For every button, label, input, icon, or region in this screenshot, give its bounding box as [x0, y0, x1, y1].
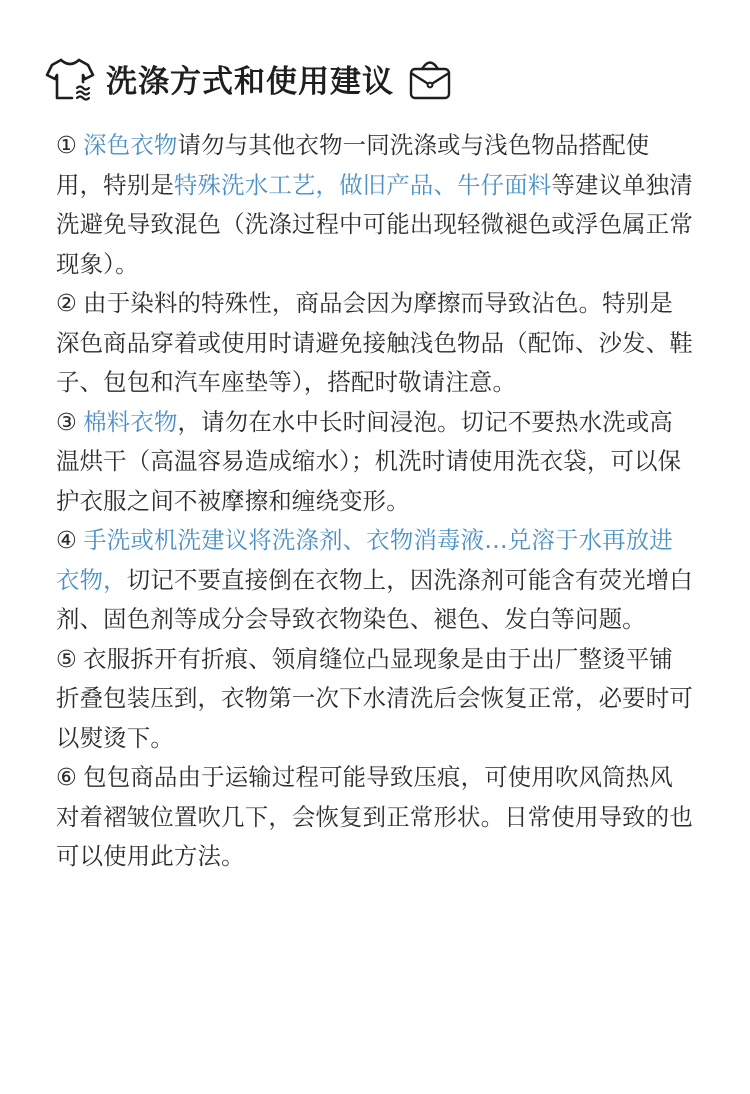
item-number: ②	[56, 289, 78, 317]
item-text: ，请勿在水中长时间浸泡。切记不要热水洗或高温烘干（高温容易造成缩水）；机洗时请使用洗衣袋，可以保护衣服之间不被摩擦和缠绕变形。	[56, 407, 682, 515]
instruction-item-5	[56, 640, 696, 759]
care-instructions	[56, 126, 696, 877]
page-title: 洗涤方式和使用建议	[106, 63, 394, 100]
tshirt-wash-icon	[44, 52, 96, 104]
highlight-text: 手洗或机洗建议将洗涤剂、衣物消毒液…兑溶于水再放进衣物，	[56, 526, 673, 594]
item-text: 切记不要直接倒在衣物上，因洗涤剂可能含有荧光增白剂、固色剂等成分会导致衣物染色、褪色、发白等问题。	[56, 565, 693, 633]
item-text: 请勿与其他衣物一同洗涤或与浅色物品搭配使用，特别是	[56, 131, 650, 199]
item-number: ④	[56, 526, 78, 554]
item-number: ①	[56, 131, 78, 159]
item-text: 衣服拆开有折痕、领肩缝位凸显现象是由于出厂整烫平铺折叠包装压到，衣物第一次下水清洗后会恢复正常，必要时可以熨烫下。	[56, 644, 693, 752]
item-number: ⑥	[56, 763, 78, 791]
item-text: 包包商品由于运输过程可能导致压痕，可使用吹风筒热风对着褶皱位置吹几下，会恢复到正常形状。日常使用导致的也可以使用此方法。	[56, 763, 693, 870]
instruction-item-2	[56, 284, 696, 403]
highlight-text: 特殊洗水工艺，做旧产品、牛仔面料	[173, 170, 552, 199]
instruction-item-6	[56, 758, 696, 877]
instruction-item-1	[56, 126, 696, 284]
item-number: ③	[56, 407, 78, 436]
highlight-text: 深色衣物	[83, 131, 178, 159]
instruction-item-3	[56, 403, 696, 522]
page-header	[44, 52, 452, 104]
instruction-item-4	[56, 521, 696, 640]
item-text: 等建议单独清洗避免导致混色（洗涤过程中可能出现轻微褪色或浮色属正常现象）。	[56, 170, 693, 278]
item-number: ⑤	[56, 644, 78, 673]
item-text: 由于染料的特殊性，商品会因为摩擦而导致沾色。特别是深色商品穿着或使用时请避免接触浅色物品（配饰、沙发、鞋子、包包和汽车座垫等），搭配时敬请注意。	[56, 289, 693, 396]
handbag-icon	[408, 55, 452, 101]
highlight-text: 棉料衣物	[83, 407, 178, 436]
